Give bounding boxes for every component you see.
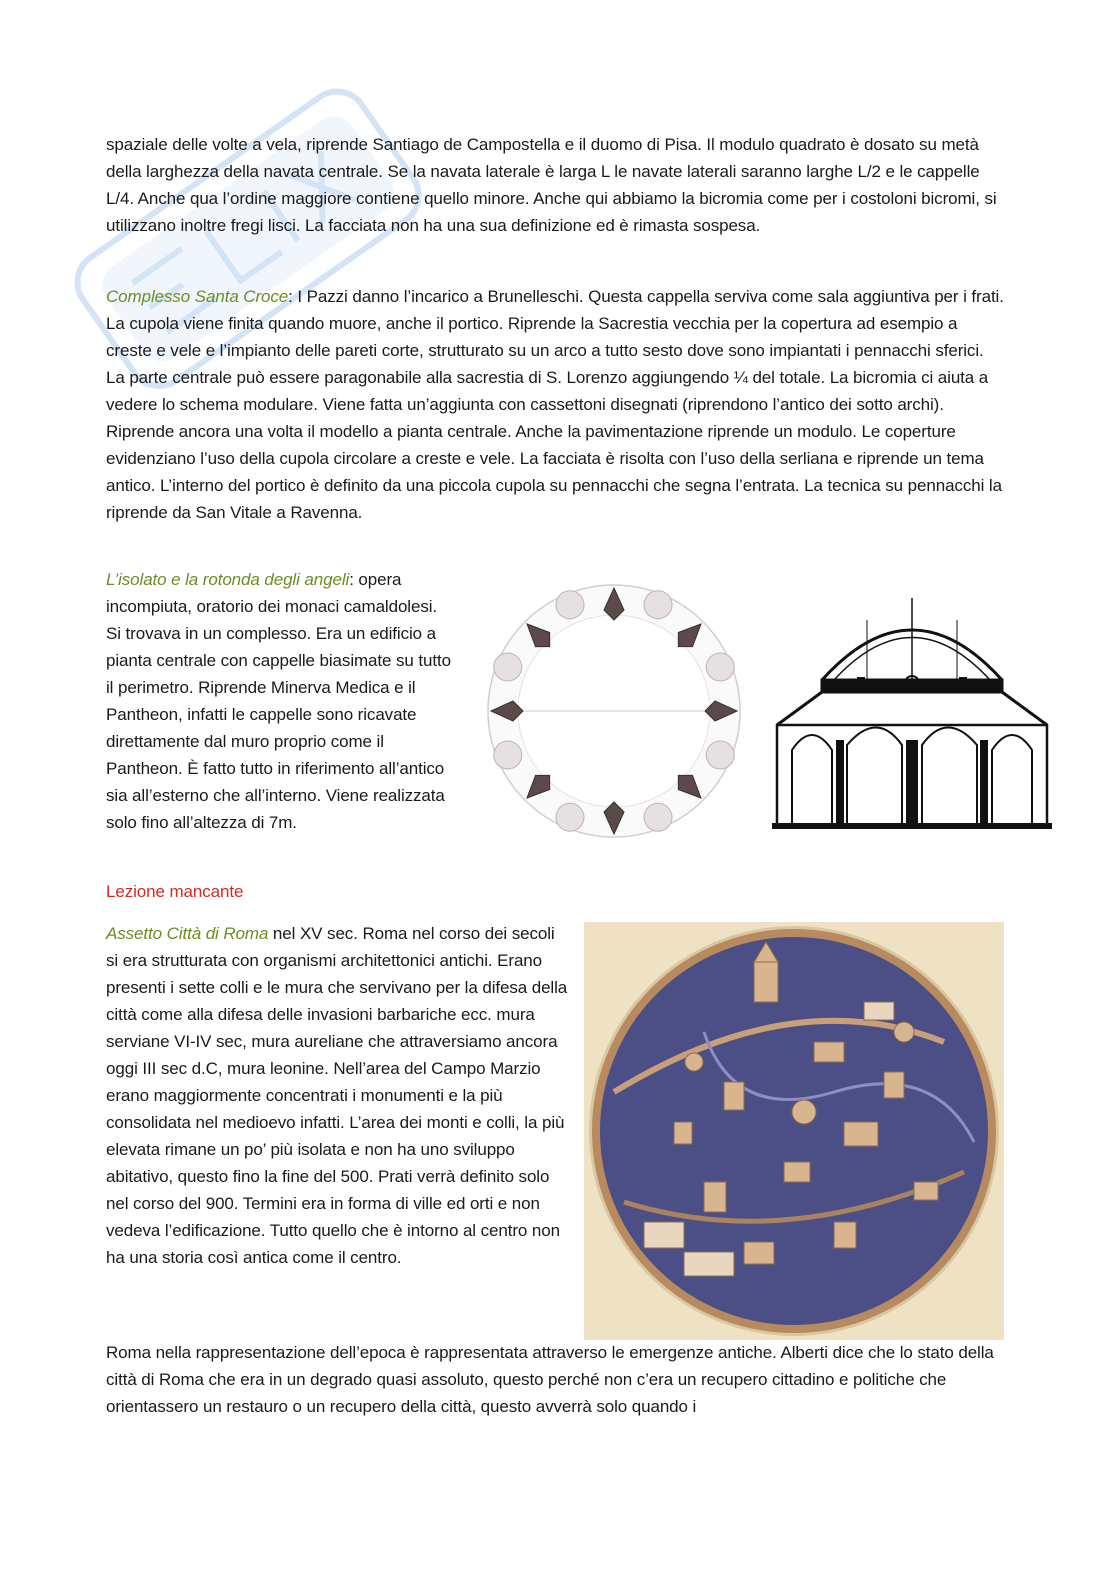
paragraph-santa-croce [106, 283, 1006, 526]
paragraph-rotonda-angeli [106, 566, 456, 836]
paragraph-roma-rappresentazione: Roma nella rappresentazione dell’epoca è rappresentata attraverso le emergenze antiche. Alberti dice che lo stato della città di Roma che era in un degrado quasi assoluto, questo perché non c’era un recupero cittadino e politiche che orientassero un restauro o un recupero della città, questo avverrà solo quando i [106, 1343, 994, 1416]
rome-map-figure [584, 922, 1004, 1340]
heading-lezione-mancante: Lezione mancante [106, 882, 244, 901]
rotonda-plan-figure [478, 580, 750, 842]
rotonda-section-figure [772, 590, 1052, 835]
body-rotonda-angeli: : opera incompiuta, oratorio dei monaci camaldolesi. Si trovava in un complesso. Era un edificio a pianta centrale con cappelle biasimate su tutto il perimetro. Riprende Minerva Medica e il Pantheon, infatti le cappelle sono ricavate direttamente dal muro proprio come il Pantheon. È fatto tutto in riferimento all’antico sia all’esterno che all’interno. Viene realizzata solo fino all’altezza di 7m. [106, 570, 451, 832]
body-santa-croce: : I Pazzi danno l’incarico a Brunelleschi. Questa cappella serviva come sala aggiuntiva per i frati. La cupola viene finita quando muore, anche il portico. Riprende la Sacrestia vecchia per la copertura ad esempio a creste e vele e l’impianto delle pareti corte, strutturato su un arco a tutto sesto dove sono impiantati i pennacchi sferici. La parte centrale può essere paragonabile alla sacrestia di S. Lorenzo aggiungendo ¼ del totale. La bicromia ci aiuta a vedere lo schema modulare. Viene fatta un’aggiunta con cassettoni disegnati (riprendono l’antico dei sotto archi). Riprende ancora una volta il modello a pianta centrale. Anche la pavimentazione riprende un modulo. Le coperture evidenziano l’uso della cupola circolare a creste e vele. La facciata è risolta con l’uso della serliana e riprende un tema antico. L’interno del portico è definito da una piccola cupola su pennacchi che segna l’entrata. La tecnica su pennacchi la riprende da San Vitale a Ravenna. [106, 287, 1004, 522]
paragraph-assetto-roma [106, 920, 568, 1271]
body-assetto-roma: nel XV sec. Roma nel corso dei secoli si era strutturata con organismi architettonici antichi. Erano presenti i sette colli e le mura che servivano per la difesa della città come alla difesa delle invasioni barbariche ecc. mura serviane VI-IV sec, mura aureliane che attraversiamo ancora oggi III sec d.C, mura leonine. Nell’area del Campo Marzio erano maggiormente concentrati i monumenti e la più consolidata nel medioevo infatti. L’area dei monti e colli, la più elevata rimane un po’ più isolata e non ha uno sviluppo abitativo, questo fino la fine del 500. Prati verrà definito solo nel corso del 900. Termini era in forma di ville ed orti e non vedeva l’edificazione. Tutto quello che è intorno al centro non ha una storia così antica come il centro. [106, 924, 568, 1267]
paragraph-volte: spaziale delle volte a vela, riprende Santiago de Campostella e il duomo di Pisa. Il modulo quadrato è dosato su metà della larghezza della navata centrale. Se la navata laterale è larga L le navate laterali saranno larghe L/2 e le cappelle L/4. Anche qua l’ordine maggiore contiene quello minore. Anche qui abbiamo la bicromia come per i costoloni bicromi, si utilizzano inoltre fregi lisci. La facciata non ha una sua definizione ed è rimasta sospesa. [106, 135, 997, 235]
heading-rotonda-angeli: L’isolato e la rotonda degli angeli [106, 570, 350, 589]
heading-assetto-roma: Assetto Città di Roma [106, 924, 269, 943]
heading-santa-croce: Complesso Santa Croce [106, 287, 289, 306]
